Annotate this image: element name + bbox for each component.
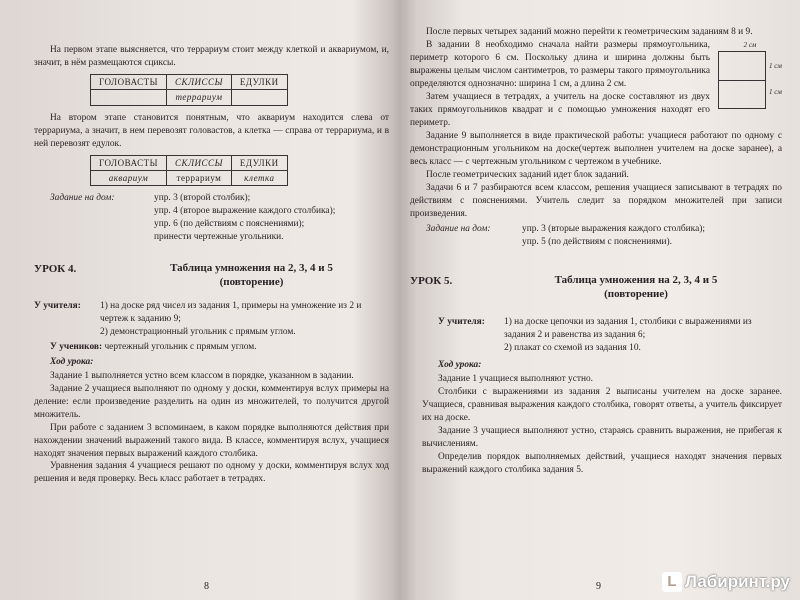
- table-cell: СКЛИССЫ: [166, 155, 231, 170]
- right-paragraph: Столбики с выражениями из задания 2 выписаны учителем на доске заранее. Учащиеся, сравнивая выражения каждого столбика, говорят ответы, а учитель фиксирует их на доске.: [422, 386, 782, 423]
- homework-block: [426, 223, 782, 249]
- left-paragraph: Уравнения задания 4 учащиеся решают по одному у доски, комментируя вслух ход решения и ведя проверку. Весь класс работает в тетрадях.: [34, 461, 389, 485]
- right-paragraph: В задании 8 необходимо сначала найти размеры прямоугольника, периметр которого 6 см. Поскольку длина и ширина должны быть выражены целым числом сантиметров, то размеры такого прямоугольника определяются однозначно: ширина 1 см, а длина 2 см.: [410, 39, 710, 89]
- left-paragraph: При работе с заданием 3 вспоминаем, в каком порядке выполняются действия при нахождении значений выражений такого вида. В классе, комментируя вслух, учащиеся находят значения первых выражений каждого столбика.: [34, 422, 389, 459]
- right-paragraph: Задание 1 учащиеся выполняют устно.: [438, 373, 593, 384]
- homework-line: принести чертежные угольники.: [154, 232, 284, 243]
- answer-table-2: [90, 155, 288, 187]
- page-number: 9: [596, 581, 601, 593]
- table-cell: ГОЛОВАСТЫ: [91, 74, 167, 89]
- homework-line: упр. 6 (по действиям с пояснениями);: [154, 219, 305, 230]
- labirint-watermark: [662, 572, 790, 592]
- teacher-label: У учителя:: [34, 300, 81, 311]
- lesson-subtitle: (повторение): [219, 276, 284, 289]
- right-paragraph: Определив порядок выполняемых действий, учащиеся находят значения первых выражений каждого столбика задания 5.: [422, 451, 782, 475]
- table-cell: террариум: [166, 90, 231, 105]
- lesson-number: УРОК 5.: [410, 275, 453, 288]
- right-paragraph: Задание 9 выполняется в виде практической работы: учащиеся работают по одному с демонстрационным угольником на доске(чертеж выполнен учителем на доске заранее), а весь класс — с чертежным угольником с чертежом в учебнике.: [410, 130, 782, 167]
- diagram-label: 2 см: [743, 40, 757, 49]
- rectangle-diagram: [718, 41, 782, 109]
- lesson-subtitle: (повторение): [604, 288, 668, 301]
- teacher-line: 1) на доске ряд чисел из задания 1, примеры на умножение из 2 и чертеж к заданию 9;: [100, 300, 362, 324]
- page-number: 8: [204, 581, 209, 593]
- table-cell: [91, 90, 167, 105]
- teacher-line: 2) демонстрационный угольник с прямым углом.: [100, 326, 296, 337]
- teacher-materials: [438, 316, 782, 355]
- homework-label: Задание на дом:: [50, 193, 115, 204]
- right-page: [410, 0, 782, 600]
- lesson-course-heading: Ход урока:: [50, 356, 94, 367]
- table-cell: клетка: [231, 171, 287, 186]
- right-paragraph: Задание 3 учащиеся выполняют устно, стараясь сравнить выражения, не прибегая к вычислениям.: [422, 425, 782, 449]
- left-paragraph: На первом этапе выясняется, что террариум стоит между клеткой и аквариумом, и, значит, в нём размещаются сциксы.: [34, 45, 389, 68]
- homework-line: упр. 5 (по действиям с пояснениями).: [522, 236, 672, 247]
- lesson-4-heading: [34, 262, 389, 290]
- students-text: чертежный угольник с прямым углом.: [104, 341, 257, 352]
- watermark-text: Лабиринт.ру: [684, 572, 790, 591]
- lesson-5-heading: [410, 274, 782, 302]
- table-cell: террариум: [166, 171, 231, 186]
- lesson-title: Таблица умножения на 2, 3, 4 и 5: [170, 262, 333, 275]
- lesson-number: УРОК 4.: [34, 263, 77, 276]
- table-cell: ЕДУЛКИ: [231, 74, 287, 89]
- left-paragraph: Задание 2 учащиеся выполняют по одному у доски, комментируя вслух примеры на деление: если произведение разделить на один из множителей, то получится другой множитель.: [34, 383, 389, 420]
- teacher-label: У учителя:: [438, 316, 485, 327]
- table-cell: аквариум: [91, 171, 167, 186]
- homework-line: упр. 3 (второй столбик);: [154, 193, 251, 204]
- left-paragraph: На втором этапе становится понятным, что аквариум находится слева от террариума, а значит, в нем перевозят головастов, а клетка — справа от террариума, и в ней перевозят едулок.: [34, 112, 389, 149]
- teacher-materials: [34, 300, 389, 339]
- left-paragraph: Задание 1 выполняется устно всем классом в порядке, указанном в задании.: [50, 370, 354, 381]
- right-paragraph: Задачи 6 и 7 разбираются всем классом, решения учащиеся записывают в тетрадях по действиям с пояснениями. Учитель следит за порядком множителей при записи произведения.: [410, 182, 782, 219]
- homework-label: Задание на дом:: [426, 223, 491, 234]
- labirint-logo-icon: L: [662, 572, 682, 592]
- homework-line: упр. 4 (второе выражение каждого столбика);: [154, 206, 336, 217]
- lesson-course-heading: Ход урока:: [438, 359, 482, 370]
- lesson-title: Таблица умножения на 2, 3, 4 и 5: [554, 274, 718, 287]
- homework-line: упр. 3 (вторые выражения каждого столбика);: [522, 223, 705, 234]
- teacher-line: 2) плакат со схемой из задания 10.: [504, 342, 641, 353]
- diagram-label: 1 см: [769, 61, 782, 70]
- right-paragraph: После геометрических заданий идет блок заданий.: [426, 169, 629, 180]
- table-cell: СКЛИССЫ: [166, 74, 231, 89]
- left-page: [34, 0, 389, 600]
- students-materials: [34, 341, 389, 354]
- table-cell: ЕДУЛКИ: [231, 155, 287, 170]
- right-paragraph: Затем учащиеся в тетрадях, а учитель на доске составляют из двух таких прямоугольников квадрат и с помощью умножения находят его периметр.: [410, 91, 710, 128]
- teacher-line: 1) на доске цепочки из задания 1, столбики с выражениями из задания 2 и равенства из задания 6;: [504, 316, 752, 340]
- homework-block: [34, 192, 389, 244]
- answer-table-1: [90, 74, 288, 106]
- table-cell: [231, 90, 287, 105]
- students-label: У учеников:: [50, 341, 103, 352]
- right-paragraph: После первых четырех заданий можно перейти к геометрическим заданиям 8 и 9.: [426, 27, 753, 37]
- table-cell: ГОЛОВАСТЫ: [91, 155, 167, 170]
- diagram-label: 1 см: [769, 87, 782, 96]
